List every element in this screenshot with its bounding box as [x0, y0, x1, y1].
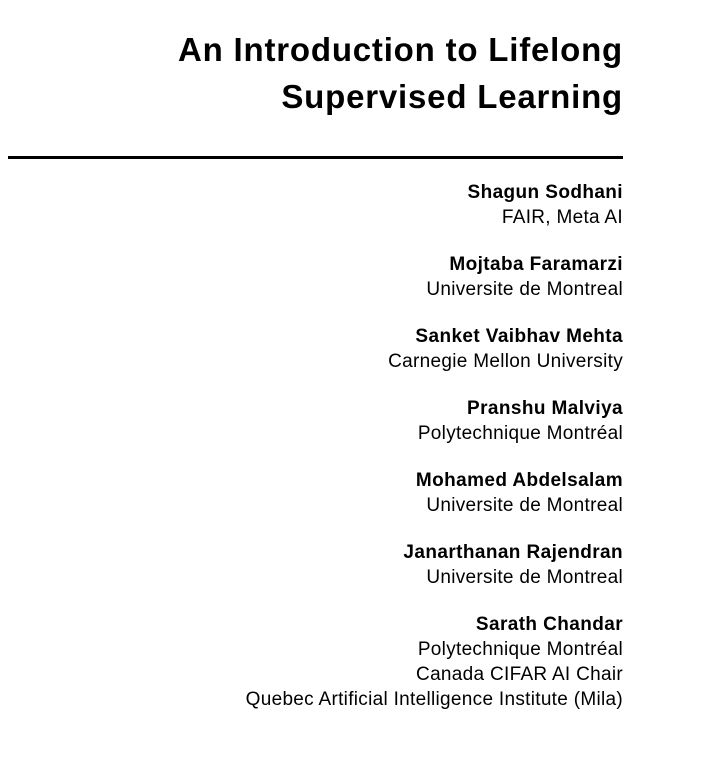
- author-affiliation: Polytechnique Montréal: [417, 639, 623, 660]
- paper-title: [60, 26, 623, 120]
- author-affiliation: Universite de Montreal: [426, 495, 623, 516]
- author-name: Sanket Vaibhav Mehta: [415, 326, 623, 347]
- author-block: [40, 540, 623, 590]
- author-block: [40, 468, 623, 518]
- author-affiliation: Quebec Artificial Intelligence Institute (Mila): [245, 689, 623, 710]
- author-affiliation: Carnegie Mellon University: [388, 351, 623, 372]
- title-separator-rule: [8, 156, 623, 159]
- author-list: [40, 180, 623, 712]
- author-affiliation: Universite de Montreal: [426, 567, 623, 588]
- author-affiliation: Polytechnique Montréal: [417, 423, 623, 444]
- author-name: Sarath Chandar: [475, 614, 623, 635]
- author-block: [40, 252, 623, 302]
- author-affiliation: FAIR, Meta AI: [501, 207, 623, 228]
- author-block: [40, 396, 623, 446]
- author-block: [40, 324, 623, 374]
- author-name: Janarthanan Rajendran: [403, 542, 623, 563]
- author-affiliation: Universite de Montreal: [426, 279, 623, 300]
- author-block: [40, 612, 623, 712]
- author-name: Pranshu Malviya: [467, 398, 623, 419]
- author-name: Mojtaba Faramarzi: [449, 254, 623, 275]
- author-name: Shagun Sodhani: [467, 182, 623, 203]
- author-block: [40, 180, 623, 230]
- author-affiliation: Canada CIFAR AI Chair: [416, 664, 623, 685]
- paper-title-line-2: Supervised Learning: [281, 78, 623, 115]
- author-name: Mohamed Abdelsalam: [415, 470, 623, 491]
- paper-title-line-1: An Introduction to Lifelong: [177, 31, 623, 68]
